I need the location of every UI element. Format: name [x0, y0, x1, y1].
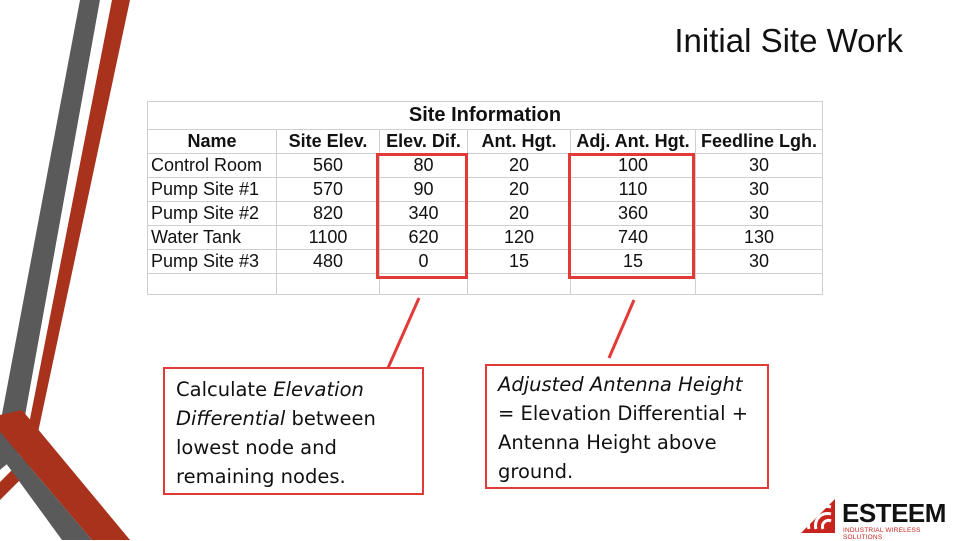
cell-adj-ant-hgt: 360	[571, 202, 696, 226]
note-left-emphasis: Elevation Differential	[176, 378, 364, 430]
arrow-right	[609, 300, 634, 358]
cell-ant-hgt: 120	[468, 226, 571, 250]
dark-stripe	[0, 0, 100, 470]
cell-name: Water Tank	[148, 226, 277, 250]
note-right-emphasis: Adjusted Antenna Height	[498, 373, 743, 396]
cell-elev-dif: 340	[380, 202, 468, 226]
column-header-elev-dif: Elev. Dif.	[380, 130, 468, 154]
column-header-ant-hgt: Ant. Hgt.	[468, 130, 571, 154]
cell-ant-hgt: 20	[468, 202, 571, 226]
cell-name: Pump Site #1	[148, 178, 277, 202]
cell-feedline-lgh: 30	[696, 154, 823, 178]
cell-name: Pump Site #3	[148, 250, 277, 274]
page-title: Initial Site Work	[674, 22, 903, 59]
company-logo-tagline: INDUSTRIAL WIRELESS SOLUTIONS	[843, 527, 921, 541]
cell-site-elev: 480	[277, 250, 380, 274]
cell-elev-dif: 620	[380, 226, 468, 250]
cell-adj-ant-hgt: 100	[571, 154, 696, 178]
cell-adj-ant-hgt: 740	[571, 226, 696, 250]
note-left-text-2: between lowest node and remaining nodes.	[176, 407, 376, 488]
cell-feedline-lgh: 30	[696, 250, 823, 274]
cell-ant-hgt: 20	[468, 178, 571, 202]
table-row	[148, 226, 823, 250]
empty-row	[148, 274, 823, 295]
cell-name: Pump Site #2	[148, 202, 277, 226]
cell-feedline-lgh: 30	[696, 202, 823, 226]
note-left-text-1: Calculate	[176, 378, 274, 401]
column-header-site-elev: Site Elev.	[277, 130, 380, 154]
table-row	[148, 154, 823, 178]
table-row	[148, 178, 823, 202]
cell-elev-dif: 80	[380, 154, 468, 178]
cell-feedline-lgh: 30	[696, 178, 823, 202]
cell-elev-dif: 0	[380, 250, 468, 274]
elevation-differential-note	[163, 367, 424, 495]
arrow-left	[388, 298, 419, 368]
cell-site-elev: 820	[277, 202, 380, 226]
table-row	[148, 202, 823, 226]
wifi-signal-icon	[799, 497, 837, 535]
table-header-row	[148, 130, 823, 154]
note-right-text: = Elevation Differential + Antenna Height above ground.	[498, 402, 749, 483]
cell-site-elev: 570	[277, 178, 380, 202]
company-logo-name: ESTEEM	[842, 498, 946, 528]
cell-name: Control Room	[148, 154, 277, 178]
adjusted-antenna-height-note	[485, 364, 769, 489]
table-caption: Site Information	[148, 102, 823, 130]
adj-ant-hgt-highlight-box	[568, 153, 695, 279]
column-header-name: Name	[148, 130, 277, 154]
site-information-table	[147, 101, 823, 295]
cell-site-elev: 560	[277, 154, 380, 178]
column-header-adj-ant-hgt: Adj. Ant. Hgt.	[571, 130, 696, 154]
elev-dif-highlight-box	[376, 153, 468, 279]
cell-ant-hgt: 20	[468, 154, 571, 178]
cell-adj-ant-hgt: 15	[571, 250, 696, 274]
cell-site-elev: 1100	[277, 226, 380, 250]
cell-adj-ant-hgt: 110	[571, 178, 696, 202]
table-row	[148, 250, 823, 274]
cell-feedline-lgh: 130	[696, 226, 823, 250]
column-header-feedline-lgh: Feedline Lgh.	[696, 130, 823, 154]
cell-ant-hgt: 15	[468, 250, 571, 274]
cell-elev-dif: 90	[380, 178, 468, 202]
